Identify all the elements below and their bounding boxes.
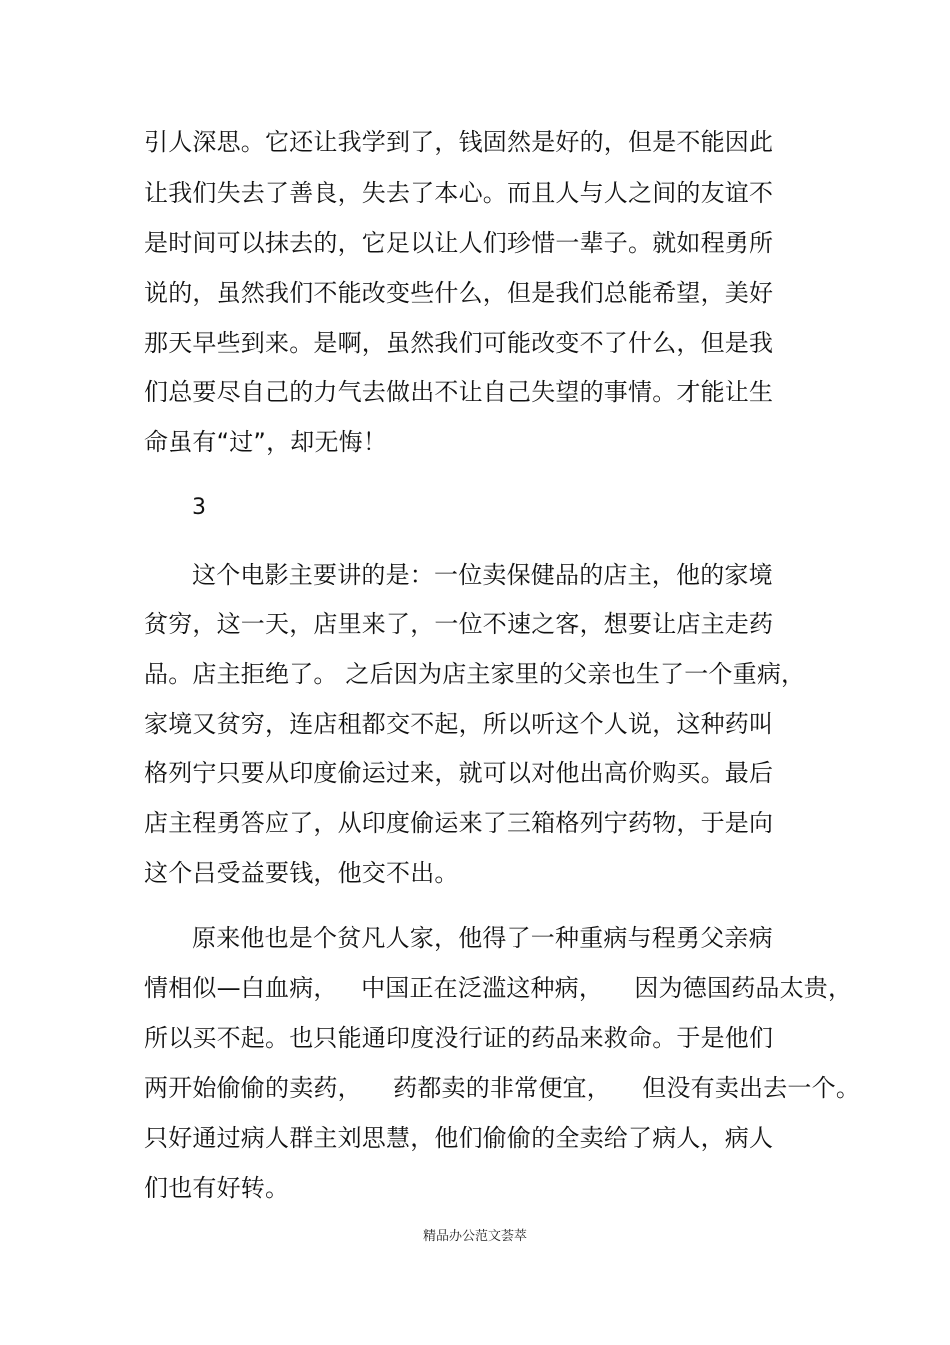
paragraph-2-line-6: 店主程勇答应了，从印度偷运来了三箱格列宁药物，于是向 — [144, 809, 774, 837]
section-number: 3 — [192, 495, 206, 520]
paragraph-2-line-1: 这个电影主要讲的是：一位卖保健品的店主，他的家境 — [192, 561, 773, 589]
paragraph-2-line-7: 这个吕受益要钱，他交不出。 — [144, 859, 459, 887]
paragraph-1-line-5: 那天早些到来。是啊，虽然我们可能改变不了什么，但是我 — [144, 329, 774, 357]
paragraph-1-line-6: 们总要尽自己的力气去做出不让自己失望的事情。才能让生 — [144, 378, 774, 406]
paragraph-2-line-4: 家境又贫穷，连店租都交不起，所以听这个人说，这种药叫 — [144, 710, 774, 738]
paragraph-3-line-2: 情相似—白血病， 中国正在泛滥这种病， 因为德国药品太贵， — [144, 974, 853, 1002]
paragraph-3-line-4: 两开始偷偷的卖药， 药都卖的非常便宜， 但没有卖出去一个。 — [144, 1074, 861, 1102]
paragraph-2-line-5: 格列宁只要从印度偷运过来，就可以对他出高价购买。最后 — [144, 759, 774, 787]
paragraph-2-line-3: 品。店主拒绝了。 之后因为店主家里的父亲也生了一个重病， — [144, 660, 806, 688]
paragraph-1-line-7: 命虽有“过”，却无悔！ — [144, 428, 388, 456]
paragraph-2-line-2: 贫穷，这一天，店里来了，一位不速之客，想要让店主走药 — [144, 610, 774, 638]
paragraph-1-line-4: 说的，虽然我们不能改变些什么，但是我们总能希望，美好 — [144, 279, 774, 307]
paragraph-3-line-1: 原来他也是个贫凡人家，他得了一种重病与程勇父亲病 — [192, 924, 773, 952]
paragraph-1-line-3: 是时间可以抹去的，它足以让人们珍惜一辈子。就如程勇所 — [144, 229, 774, 257]
paragraph-1-line-2: 让我们失去了善良，失去了本心。而且人与人之间的友谊不 — [144, 179, 774, 207]
page-footer: 精品办公范文荟萃 — [422, 1229, 527, 1244]
paragraph-3-line-5: 只好通过病人群主刘思慧，他们偷偷的全卖给了病人，病人 — [144, 1124, 774, 1152]
paragraph-1-line-1: 引人深思。它还让我学到了，钱固然是好的，但是不能因此 — [144, 128, 774, 156]
paragraph-3-line-3: 所以买不起。也只能通印度没行证的药品来救命。于是他们 — [144, 1024, 774, 1052]
paragraph-3-line-6: 们也有好转。 — [144, 1174, 290, 1202]
